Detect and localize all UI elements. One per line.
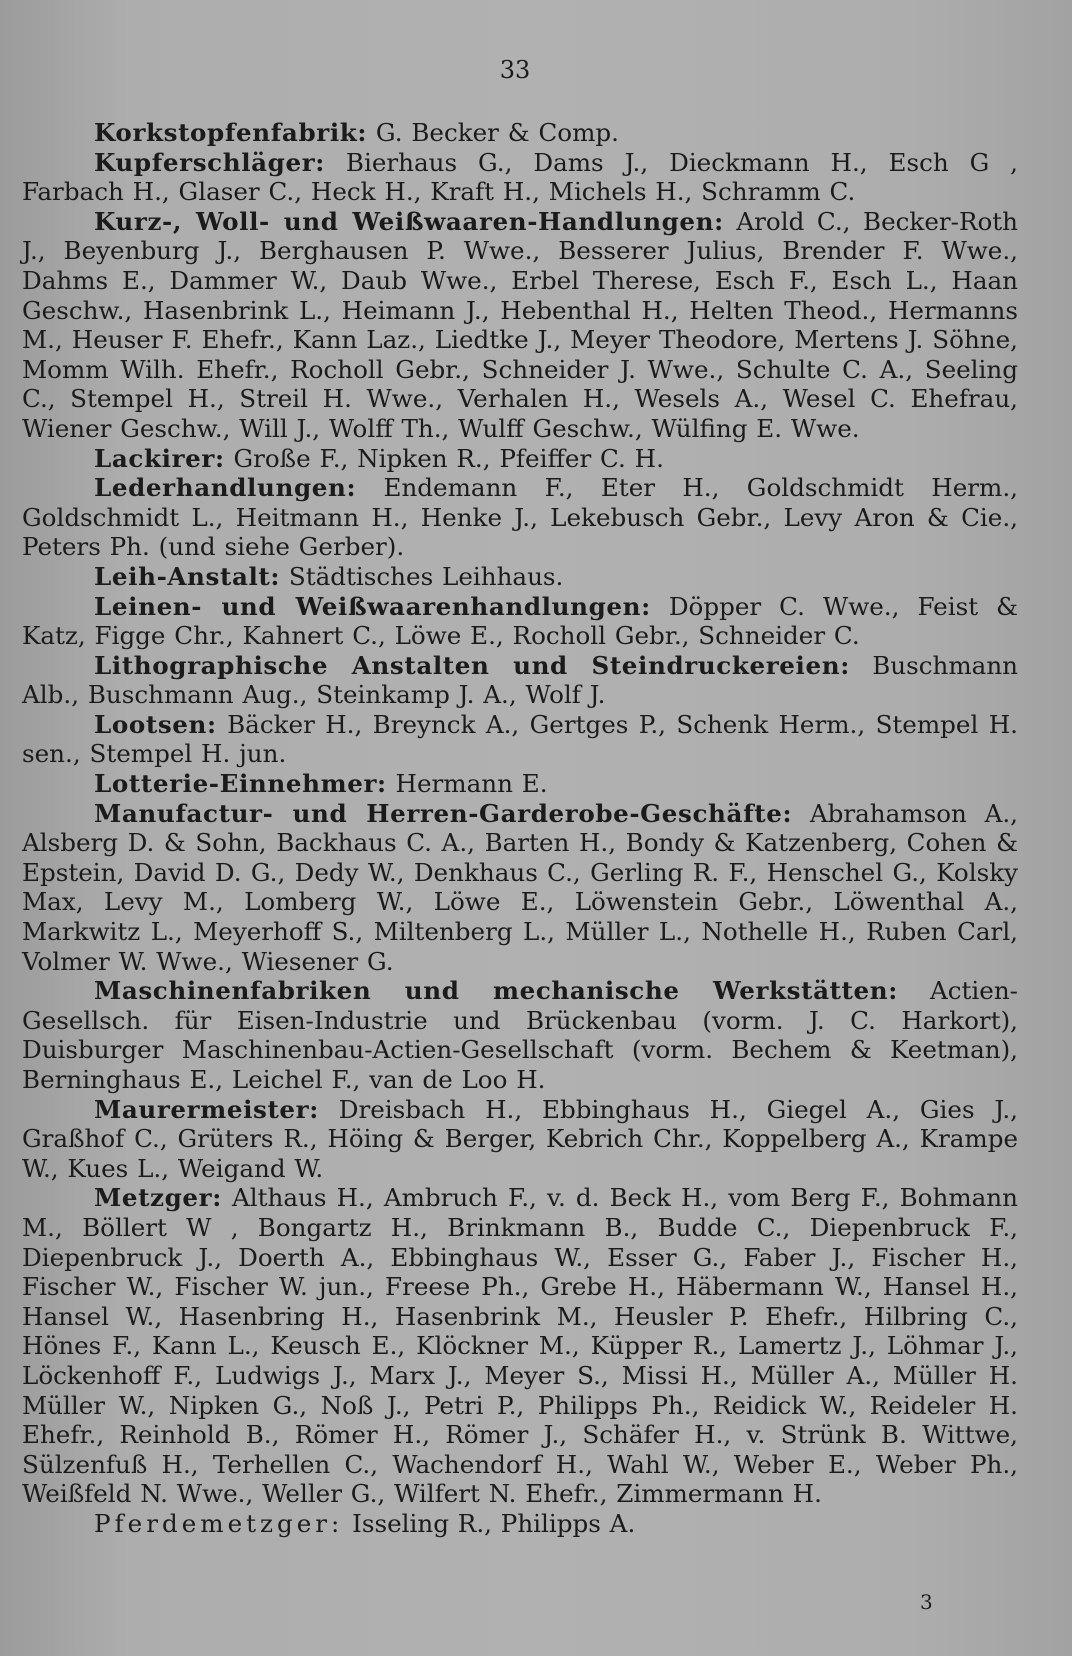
directory-entry xyxy=(22,592,1018,651)
entry-heading: Leih-Anstalt: xyxy=(94,561,281,591)
entry-text: G. Becker & Comp. xyxy=(375,118,619,147)
entry-heading: Lootsen: xyxy=(94,709,217,739)
entry-heading: Kurz-, Woll- und Weißwaaren-Handlungen: xyxy=(94,206,724,236)
entry-heading: Leinen- und Weißwaarenhandlungen: xyxy=(94,591,651,621)
entry-text: Hermann E. xyxy=(395,769,548,799)
entry-text: Buschmann Alb., Buschmann Aug., Steinkamp J. A., Wolf J. xyxy=(22,650,1019,710)
entry-text: Städtisches Leihhaus. xyxy=(288,561,564,591)
entry-text: Bierhaus G., Dams J., Dieckmann H., Esch G , Farbach H., Glaser C., Heck H., Kraft H., Michels H., Schramm C. xyxy=(22,147,1018,207)
directory-entry xyxy=(22,1183,1018,1509)
entry-heading: Korkstopfenfabrik: xyxy=(94,118,368,147)
entry-text: Althaus H., Ambruch F., v. d. Beck H., vom Berg F., Bohmann M., Böllert W , Bongartz H., Brinkmann B., Budde C., Diepenbruck F., Diepenbruck J., Doerth A., Ebbinghaus W., Esser G., Faber J., Fischer H., Fischer W., Fischer W. jun., Freese Ph., Grebe H., Häbermann W., Hansel H., Hansel W., Hasenbring H., Hasenbrink M., Heusler P. Ehefr., Hilbring C., Hönes F., Kann L., Keusch E., Klöckner M., Küpper R., Lamertz J., Löhmar J., Löckenhoff F., Ludwigs J., Marx J., Meyer S., Missi H., Müller A., Müller H. Müller W., Nipken G., Noß J., Petri P., Philipps Ph., Reidick W., Reideler H. Ehefr., Reinhold B., Römer H., Römer J., Schäfer H., v. Strünk B. Wittwe, Sülzenfuß H., Terhellen C., Wachendorf H., Wahl W., Weber E., Weber Ph., Weißfeld N. Wwe., Weller G., Wilfert N. Ehefr., Zimmermann H. xyxy=(22,1183,1018,1509)
entry-heading: Maurermeister: xyxy=(94,1094,319,1124)
entry-text: Bäcker H., Breynck A., Gertges P., Schenk Herm., Stempel H. sen., Stempel H. jun. xyxy=(22,709,1018,769)
directory-entry xyxy=(22,651,1018,710)
directory-entry xyxy=(22,148,1018,207)
directory-entry xyxy=(22,207,1018,444)
entry-heading: Kupferschläger: xyxy=(94,147,325,177)
entry-heading: Metzger: xyxy=(94,1183,222,1213)
entry-heading: Lotterie-Einnehmer: xyxy=(94,769,387,799)
entry-heading: Lackirer: xyxy=(94,443,225,473)
entry-text: Große F., Nipken R., Pfeiffer C. H. xyxy=(233,443,664,473)
directory-sub-entry xyxy=(22,1509,1018,1539)
entry-text: Döpper C. Wwe., Feist & Katz, Figge Chr., Kahnert C., Löwe E., Rocholl Gebr., Schneider C. xyxy=(22,591,1018,651)
entry-text: Arold C., Becker-Roth J., Beyenburg J., Berghausen P. Wwe., Besserer Julius, Brender F. Wwe., Dahms E., Dammer W., Daub Wwe., Erbel Therese, Esch F., Esch L., Haan Geschw., Hasenbrink L., Heimann J., Hebenthal H., Helten Theod., Hermanns M., Heuser F. Ehefr., Kann Laz., Liedtke J., Meyer Theodore, Mertens J. Söhne, Momm Wilh. Ehefr., Rocholl Gebr., Schneider J. Wwe., Schulte C. A., Seeling C., Stempel H., Streil H. Wwe., Verhalen H., Wesels A., Wesel C. Ehefrau, Wiener Geschw., Will J., Wolff Th., Wulff Geschw., Wülfing E. Wwe. xyxy=(22,206,1018,443)
sub-entry-heading: Pferdemetzger: xyxy=(94,1508,344,1538)
entry-text: Endemann F., Eter H., Goldschmidt Herm., Goldschmidt L., Heitmann H., Henke J., Lekebusch Gebr., Levy Aron & Cie., Peters Ph. (und siehe Gerber). xyxy=(22,473,1018,562)
page-number: 33 xyxy=(499,56,531,84)
directory-entry xyxy=(22,473,1018,562)
entry-heading: Manufactur- und Herren-Garderobe-Geschäfte: xyxy=(94,798,793,828)
directory-entry xyxy=(22,976,1018,1094)
printer-signature-mark: 3 xyxy=(920,1590,933,1614)
directory-entry xyxy=(22,799,1018,977)
entry-heading: Lithographische Anstalten und Steindruckereien: xyxy=(94,650,850,680)
entry-heading: Maschinenfabriken und mechanische Werkstätten: xyxy=(94,976,898,1006)
directory-entry xyxy=(22,710,1018,769)
sub-entry-text: Isseling R., Philipps A. xyxy=(352,1508,636,1538)
directory-entry xyxy=(22,444,1018,474)
directory-entry xyxy=(22,769,1018,799)
directory-entry xyxy=(22,1095,1018,1184)
directory-entry xyxy=(22,562,1018,592)
entry-text: Actien-Gesellsch. für Eisen-Industrie und Brückenbau (vorm. J. C. Harkort), Duisburger Maschinenbau-Actien-Gesellschaft (vorm. Bechem & Keetman), Berninghaus E., Leichel F., van de Loo H. xyxy=(22,976,1018,1094)
directory-entry xyxy=(22,118,1018,148)
entry-text: Dreisbach H., Ebbinghaus H., Giegel A., Gies J., Graßhof C., Grüters R., Höing & Berger, Kebrich Chr., Koppelberg A., Krampe W., Kues L., Weigand W. xyxy=(22,1094,1018,1183)
entry-text: Abrahamson A., Alsberg D. & Sohn, Backhaus C. A., Barten H., Bondy & Katzenberg, Cohen & Epstein, David D. G., Dedy W., Denkhaus C., Gerling R. F., Henschel G., Kolsky Max, Levy M., Lomberg W., Löwe E., Löwenstein Gebr., Löwenthal A., Markwitz L., Meyerhoff S., Miltenberg L., Müller L., Nothelle H., Ruben Carl, Volmer W. Wwe., Wiesener G. xyxy=(22,798,1018,976)
directory-content xyxy=(22,118,1018,1539)
entry-heading: Lederhandlungen: xyxy=(94,473,357,503)
